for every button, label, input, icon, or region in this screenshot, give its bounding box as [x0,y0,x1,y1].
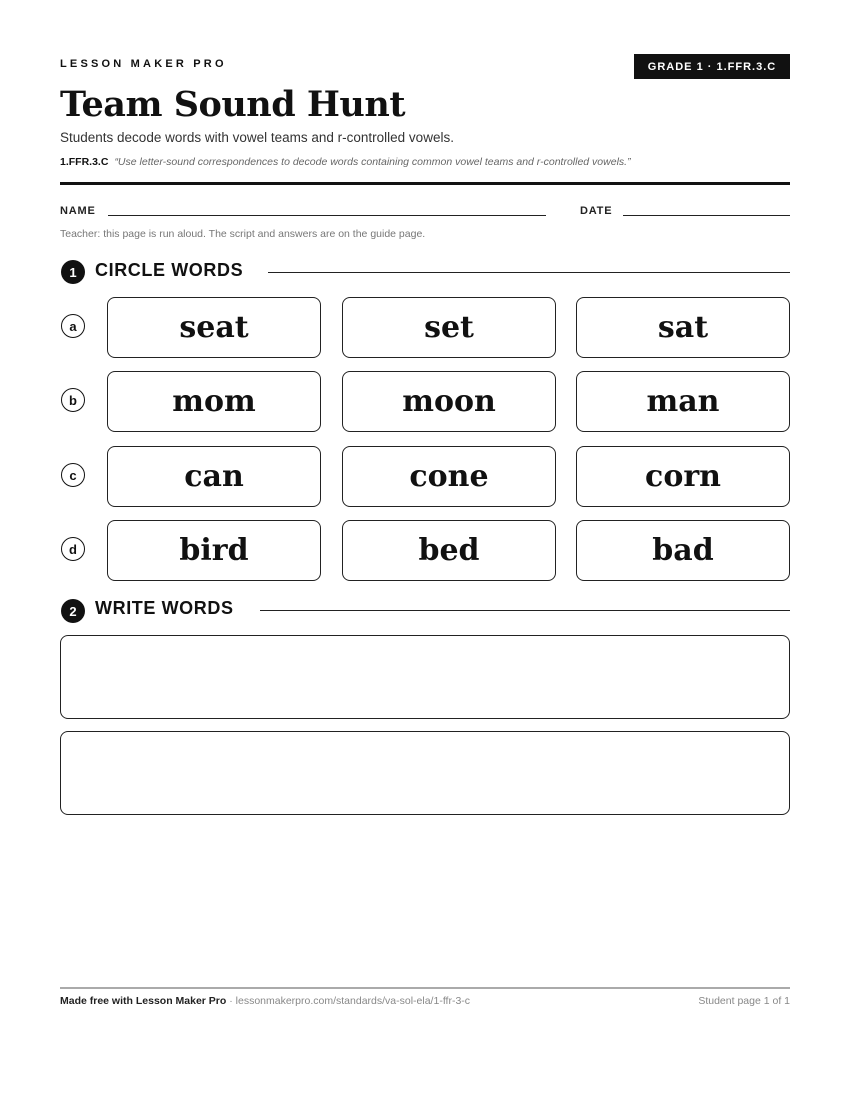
section-2-rule [260,610,790,611]
word-choice-a-1[interactable]: seat [107,297,321,358]
word-choice-b-3[interactable]: man [576,371,790,432]
word-choice-c-1[interactable]: can [107,446,321,507]
section-1-title: CIRCLE WORDS [95,260,244,280]
word-choice-d-2[interactable]: bed [342,520,556,581]
grade-badge: GRADE 1 · 1.FFR.3.C [634,54,790,79]
row-letter-a: a [61,314,85,338]
footer-credit [60,995,470,1007]
standard-line [60,156,631,168]
section-2-title: WRITE WORDS [95,598,234,618]
name-label: NAME [60,205,96,217]
word-choice-d-1[interactable]: bird [107,520,321,581]
word-choice-b-1[interactable]: mom [107,371,321,432]
teacher-note: Teacher: this page is run aloud. The script and answers are on the guide page. [60,228,426,240]
standard-text: “Use letter-sound correspondences to decode words containing common vowel teams and r-controlled vowels.” [114,156,631,168]
word-choice-c-2[interactable]: cone [342,446,556,507]
footer-page-number: Student page 1 of 1 [698,995,790,1007]
footer-divider [60,987,790,989]
page-subtitle: Students decode words with vowel teams and r-controlled vowels. [60,130,454,145]
header-divider [60,182,790,185]
footer-url[interactable]: · lessonmakerpro.com/standards/va-sol-ela/1-ffr-3-c [226,995,471,1007]
name-line[interactable] [108,215,546,216]
footer-made-with: Made free with Lesson Maker Pro [60,995,227,1007]
brand-name: LESSON MAKER PRO [60,58,227,70]
page-title: Team Sound Hunt [60,84,405,125]
section-1-rule [268,272,790,273]
word-choice-a-3[interactable]: sat [576,297,790,358]
word-choice-c-3[interactable]: corn [576,446,790,507]
row-letter-d: d [61,537,85,561]
write-box-1[interactable] [60,635,790,719]
section-2-number: 2 [61,599,85,623]
section-1-number: 1 [61,260,85,284]
word-choice-b-2[interactable]: moon [342,371,556,432]
date-label: DATE [580,205,613,217]
standard-code: 1.FFR.3.C [60,156,109,168]
date-line[interactable] [623,215,790,216]
write-box-2[interactable] [60,731,790,815]
row-letter-b: b [61,388,85,412]
row-letter-c: c [61,463,85,487]
word-choice-a-2[interactable]: set [342,297,556,358]
word-choice-d-3[interactable]: bad [576,520,790,581]
